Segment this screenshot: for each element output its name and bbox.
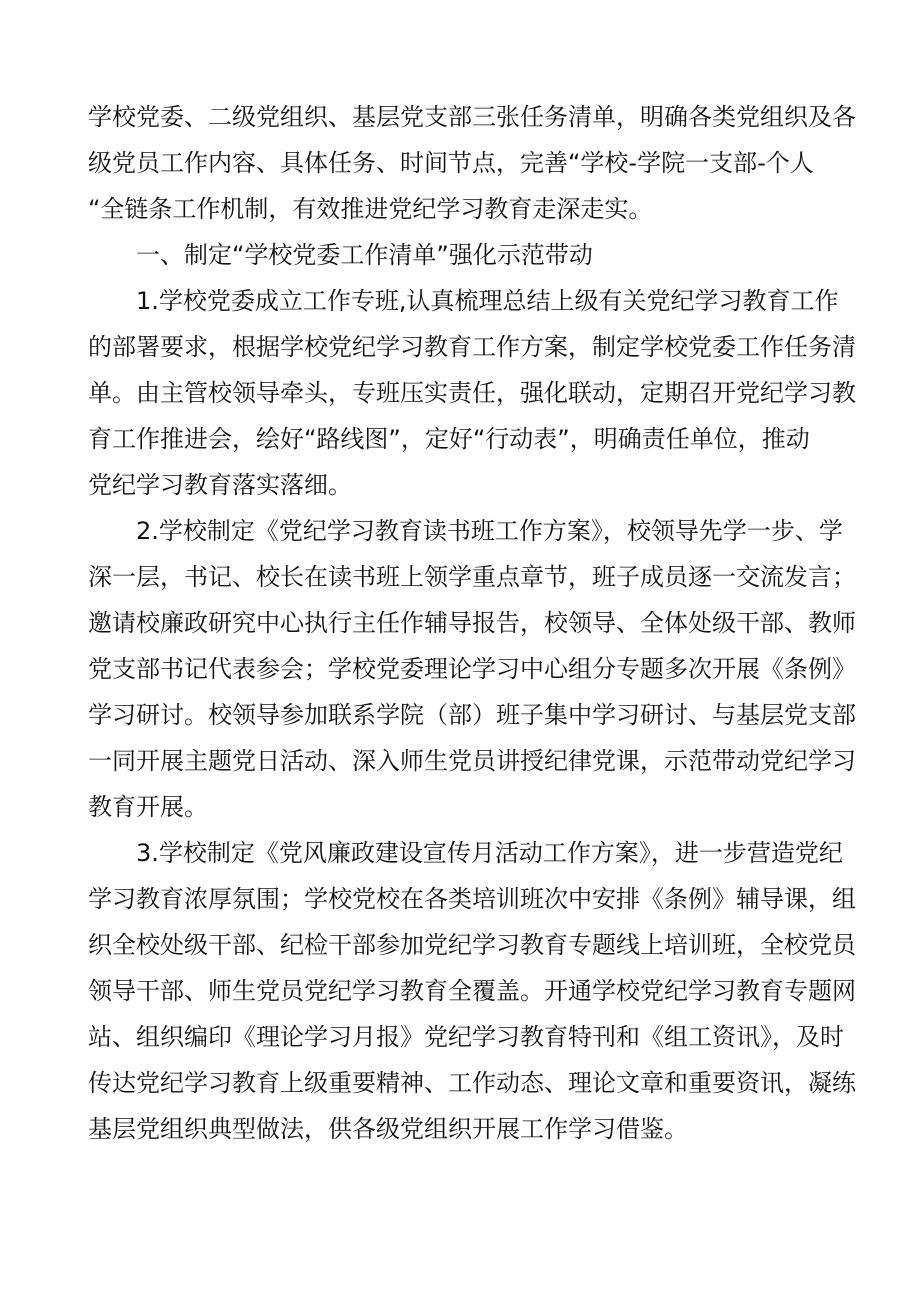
text-line: 基层党组织典型做法，供各级党组织开展工作学习借鉴。 — [88, 1115, 688, 1143]
text-line: 2.学校制定《党纪学习教育读书班工作方案》，校领导先学一步、学 — [136, 517, 843, 545]
text-line: 站、组织编印《理论学习月报》党纪学习教育特刊和《组工资讯》，及时 — [88, 1023, 844, 1051]
text-line: 党支部书记代表参会；学校党委理论学习中心组分专题多次开展《条例》 — [88, 655, 856, 683]
text-line: 3.学校制定《党风廉政建设宣传月活动工作方案》，进一步营造党纪 — [136, 839, 843, 867]
text-line: 邀请校廉政研究中心执行主任作辅导报告，校领导、全体处级干部、教师 — [88, 609, 856, 637]
text-line: 1.学校党委成立工作专班,认真梳理总结上级有关党纪学习教育工作 — [136, 287, 839, 315]
text-line: 学习教育浓厚氛围；学校党校在各类培训班次中安排《条例》辅导课，组 — [88, 885, 856, 913]
section-heading: 一、制定“学校党委工作清单”强化示范带动 — [136, 241, 593, 269]
text-line: 织全校处级干部、纪检干部参加党纪学习教育专题线上培训班，全校党员 — [88, 931, 856, 959]
text-line: 育工作推进会，绘好“路线图”，定好“行动表”，明确责任单位，推动 — [88, 425, 810, 453]
document-body — [88, 94, 856, 1152]
text-line: 级党员工作内容、具体任务、时间节点，完善“学校-学院一支部-个人 — [88, 149, 814, 177]
text-line: 教育开展。 — [88, 793, 208, 821]
text-line: “全链条工作机制，有效推进党纪学习教育走深走实。 — [88, 195, 653, 223]
text-line: 学习研讨。校领导参加联系学院（部）班子集中学习研讨、与基层党支部 — [88, 701, 856, 729]
text-line: 传达党纪学习教育上级重要精神、工作动态、理论文章和重要资讯，凝练 — [88, 1069, 856, 1097]
text-line: 一同开展主题党日活动、深入师生党员讲授纪律党课，示范带动党纪学习 — [88, 747, 856, 775]
text-line: 党纪学习教育落实落细。 — [88, 471, 352, 499]
text-line: 的部署要求，根据学校党纪学习教育工作方案，制定学校党委工作任务清 — [88, 333, 856, 361]
text-line: 领导干部、师生党员党纪学习教育全覆盖。开通学校党纪学习教育专题网 — [88, 977, 856, 1005]
text-line: 单。由主管校领导牵头，专班压实责任，强化联动，定期召开党纪学习教 — [88, 379, 856, 407]
text-line: 学校党委、二级党组织、基层党支部三张任务清单，明确各类党组织及各 — [88, 103, 856, 131]
text-line: 深一层，书记、校长在读书班上领学重点章节，班子成员逐一交流发言； — [88, 563, 856, 591]
